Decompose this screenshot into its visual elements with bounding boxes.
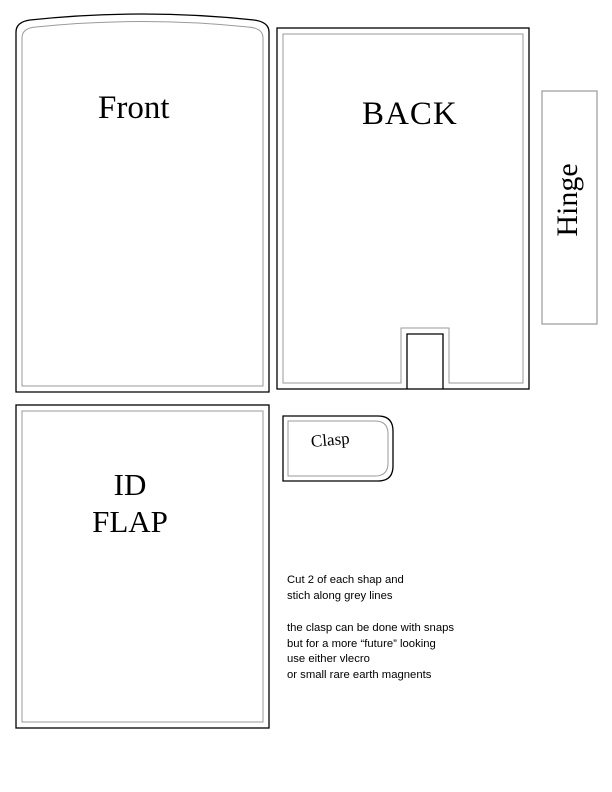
- instruction-line: the clasp can be done with snaps: [287, 622, 455, 634]
- back-slot: [407, 334, 443, 389]
- id-flap-label-line-2: FLAP: [92, 504, 168, 539]
- id-flap-label-line-1: ID: [113, 467, 147, 502]
- back-stitch-line: [283, 34, 523, 383]
- instruction-line: stich along grey lines: [287, 589, 393, 602]
- front-cut-outline: [16, 14, 269, 392]
- id-flap-piece: [16, 405, 269, 728]
- id-flap-label: [30, 466, 230, 540]
- instruction-line: but for a more “future” looking: [287, 637, 436, 650]
- front-piece: [16, 14, 269, 392]
- instruction-line: or small rare earth magnents: [287, 668, 432, 681]
- front-stitch-line: [22, 22, 263, 387]
- instruction-line: Cut 2 of each shap and: [287, 574, 404, 586]
- id-flap-cut-outline: [16, 405, 269, 728]
- back-piece: [277, 28, 529, 389]
- hinge-label: Hinge: [551, 163, 584, 237]
- instructions-clasp: [287, 621, 454, 683]
- id-flap-stitch-line: [22, 411, 263, 722]
- instruction-line: use either vlecro: [287, 653, 370, 665]
- instructions-cutting: [287, 573, 404, 604]
- back-cut-outline: [277, 28, 529, 389]
- clasp-label: Clasp: [310, 428, 351, 451]
- front-label: Front: [98, 90, 170, 126]
- back-label: BACK: [362, 96, 458, 132]
